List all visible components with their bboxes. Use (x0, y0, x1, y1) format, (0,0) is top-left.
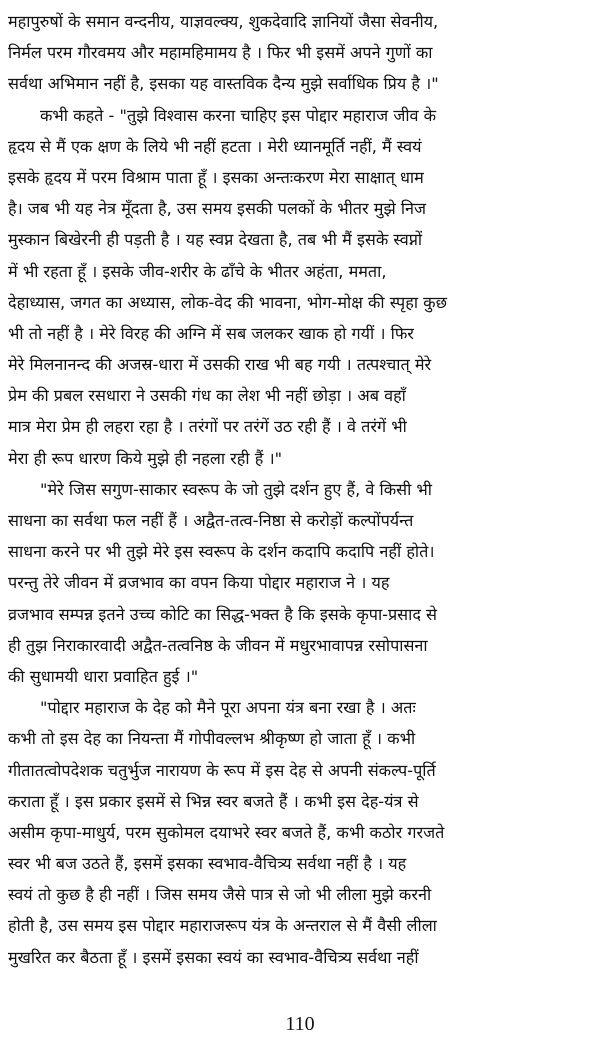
text-line: स्वर भी बज उठते हैं, इसमें इसका स्वभाव-वैचित्र्य सर्वथा नहीं है । यह (8, 854, 407, 874)
text-line: देहाध्यास, जगत का अध्यास, लोक-वेद की भावना, भोग-मोक्ष की स्पृहा कुछ (8, 292, 447, 312)
text-line: कभी तो इस देह का नियन्ता मैं गोपीवल्लभ श्रीकृष्ण हो जाता हूँ । कभी (8, 729, 416, 749)
paragraph-start-line: "पोद्दार महाराज के देह को मैने पूरा अपना यंत्र बना रखा है । अतः (40, 698, 416, 718)
paragraph-start-line: "मेरे जिस सगुण-साकार स्वरूप के जो तुझे दर्शन हुए हैं, वे किसी भी (40, 479, 432, 499)
page-body-text (8, 6, 590, 973)
text-line: मुस्कान बिखेरनी ही पड़ती है । यह स्वप्न देखता है, तब भी मैं इसके स्वप्नों (8, 230, 423, 250)
text-line: होती है, उस समय इस पोद्दार महाराजरूप यंत्र के अन्तराल से मैं वैसी लीला (8, 916, 437, 936)
text-line: साधना करने पर भी तुझे मेरे इस स्वरूप के दर्शन कदापि कदापि नहीं होते। (8, 542, 435, 562)
text-line: हृदय से मैं एक क्षण के लिये भी नहीं हटता । मेरी ध्यानमूर्ति नहीं, मैं स्वयं (8, 136, 422, 156)
paragraph-start-line: कभी कहते - "तुझे विश्वास करना चाहिए इस पोद्दार महाराज जीव के (40, 105, 437, 125)
text-line: है। जब भी यह नेत्र मूँदता है, उस समय इसकी पलकों के भीतर मुझे निज (8, 199, 427, 219)
text-line: परन्तु तेरे जीवन में व्रजभाव का वपन किया पोद्दार महाराज ने । यह (8, 573, 390, 593)
text-line: असीम कृपा-माधुर्य, परम सुकोमल दयाभरे स्वर बजते हैं, कभी कठोर गरजते (8, 822, 445, 842)
text-line: प्रेम की प्रबल रसधारा ने उसकी गंध का लेश भी नहीं छोड़ा । अब वहाँ (8, 386, 406, 406)
text-line: की सुधामयी धारा प्रवाहित हुई ।" (8, 666, 199, 686)
text-line: इसके हृदय में परम विश्राम पाता हूँ । इसका अन्तःकरण मेरा साक्षात् धाम (8, 167, 424, 187)
text-line: मेरा ही रूप धारण किये मुझे ही नहला रही हैं ।" (8, 448, 283, 468)
text-line: सर्वथा अभिमान नहीं है, इसका यह वास्तविक दैन्य मुझे सर्वाधिक प्रिय है ।" (8, 74, 439, 94)
text-line: मात्र मेरा प्रेम ही लहरा रहा है । तरंगों पर तरंगें उठ रही हैं । वे तरंगें भी (8, 417, 407, 437)
text-line: मेरे मिलनानन्द की अजस्र-धारा में उसकी राख भी बह गयी । तत्पश्चात् मेरे (8, 355, 432, 375)
text-line: साधना का सर्वथा फल नहीं हैं । अद्वैत-तत्व-निष्ठा से करोड़ों कल्पोंपर्यन्त (8, 511, 414, 530)
page-number: 110 (285, 1013, 315, 1035)
text-line: स्वयं तो कुछ है ही नहीं । जिस समय जैसे पात्र से जो भी लीला मुझे करनी (8, 885, 432, 905)
text-line: ही तुझ निराकारवादी अद्वैत-तत्वनिष्ठ के जीवन में मधुरभावापन्न रसोपासना (8, 635, 428, 655)
text-line: गीतातत्वोपदेशक चतुर्भुज नारायण के रूप में इस देह से अपनी संकल्प-पूर्ति (8, 760, 436, 780)
text-line: मुखरित कर बैठता हूँ । इसमें इसका स्वयं का स्वभाव-वैचित्र्य सर्वथा नहीं (8, 947, 419, 967)
text-line: निर्मल परम गौरवमय और महामहिमामय है । फिर भी इसमें अपने गुणों का (8, 43, 433, 63)
text-line: कराता हूँ । इस प्रकार इसमें से भिन्न स्वर बजते हैं । कभी इस देह-यंत्र से (8, 791, 419, 811)
text-line: में भी रहता हूँ । इसके जीव-शरीर के ढाँचे के भीतर अहंता, ममता, (8, 261, 387, 281)
text-line: व्रजभाव सम्पन्न इतने उच्च कोटि का सिद्ध-भक्त है कि इसके कृपा-प्रसाद से (8, 604, 438, 624)
text-line: भी तो नहीं है । मेरे विरह की अग्नि में सब जलकर खाक हो गयीं । फिर (8, 323, 414, 343)
text-line: महापुरुषों के समान वन्दनीय, याज्ञवल्क्य, शुकदेवादि ज्ञानियों जैसा सेवनीय, (8, 12, 439, 31)
